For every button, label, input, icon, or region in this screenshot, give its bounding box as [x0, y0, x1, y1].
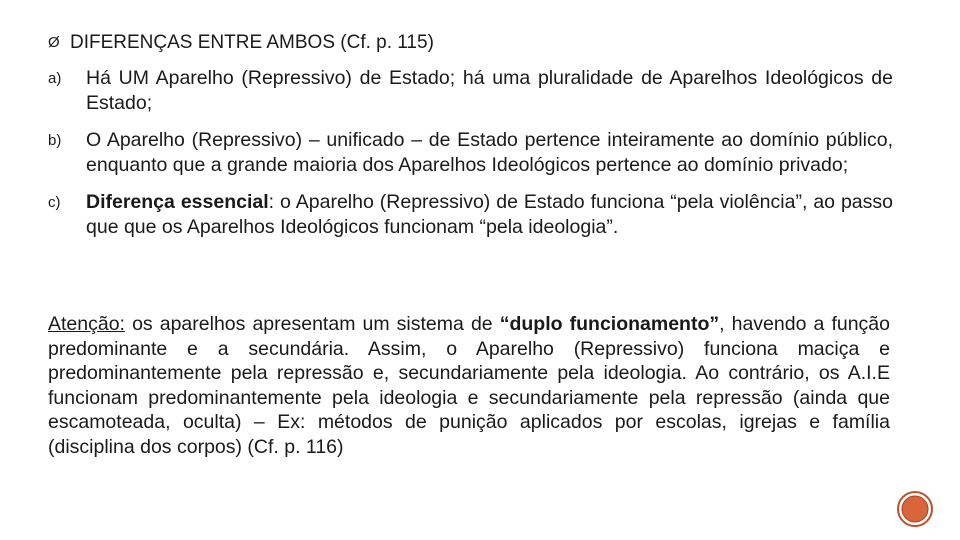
item-letter: a) — [48, 70, 62, 87]
note-text-2: , havendo a função predominante e a secundária. Assim, o Aparelho (Repressivo) funciona maciça e predominantemente pela repressão e, secundariamente pela ideologia. Ao contrário, os A.I.E funcionam predominantemente pela ideologia e secundariamente pela repressão (ainda que escamoteada, oculta) – Ex: métodos de punição aplicados por escolas, igrejas e família (disciplina dos corpos) (Cf. p. 116) — [48, 313, 890, 458]
note-bold: “duplo funcionamento” — [499, 313, 720, 335]
attention-paragraph — [48, 312, 890, 459]
difference-list — [48, 66, 893, 252]
list-item-a — [48, 66, 893, 115]
heading-text: DIFERENÇAS ENTRE AMBOS (Cf. p. 115) — [70, 32, 434, 53]
item-text-rest: : o Aparelho (Repressivo) de Estado funciona “pela violência”, ao passo que que os Aparelhos Ideológicos funcionam “pela ideologia”. — [86, 191, 893, 238]
list-item-b — [48, 128, 893, 177]
item-letter: c) — [48, 194, 61, 211]
item-text: O Aparelho (Repressivo) – unificado – de Estado pertence inteiramente ao domínio público, enquanto que a grande maioria dos Aparelhos Ideológicos pertence ao domínio privado; — [86, 129, 893, 176]
item-text: Há UM Aparelho (Repressivo) de Estado; há uma pluralidade de Aparelhos Ideológicos de Estado; — [86, 67, 893, 114]
slide-heading — [48, 30, 908, 56]
item-bold-term: Diferença essencial — [86, 191, 269, 213]
arrow-bullet-icon: Ø — [48, 34, 60, 51]
list-item-c — [48, 190, 893, 239]
circular-badge-icon — [896, 490, 934, 528]
item-letter: b) — [48, 132, 62, 149]
attention-label: Atenção: — [48, 313, 125, 335]
note-text-1: os aparelhos apresentam um sistema de — [124, 313, 500, 335]
item-text — [86, 190, 893, 239]
